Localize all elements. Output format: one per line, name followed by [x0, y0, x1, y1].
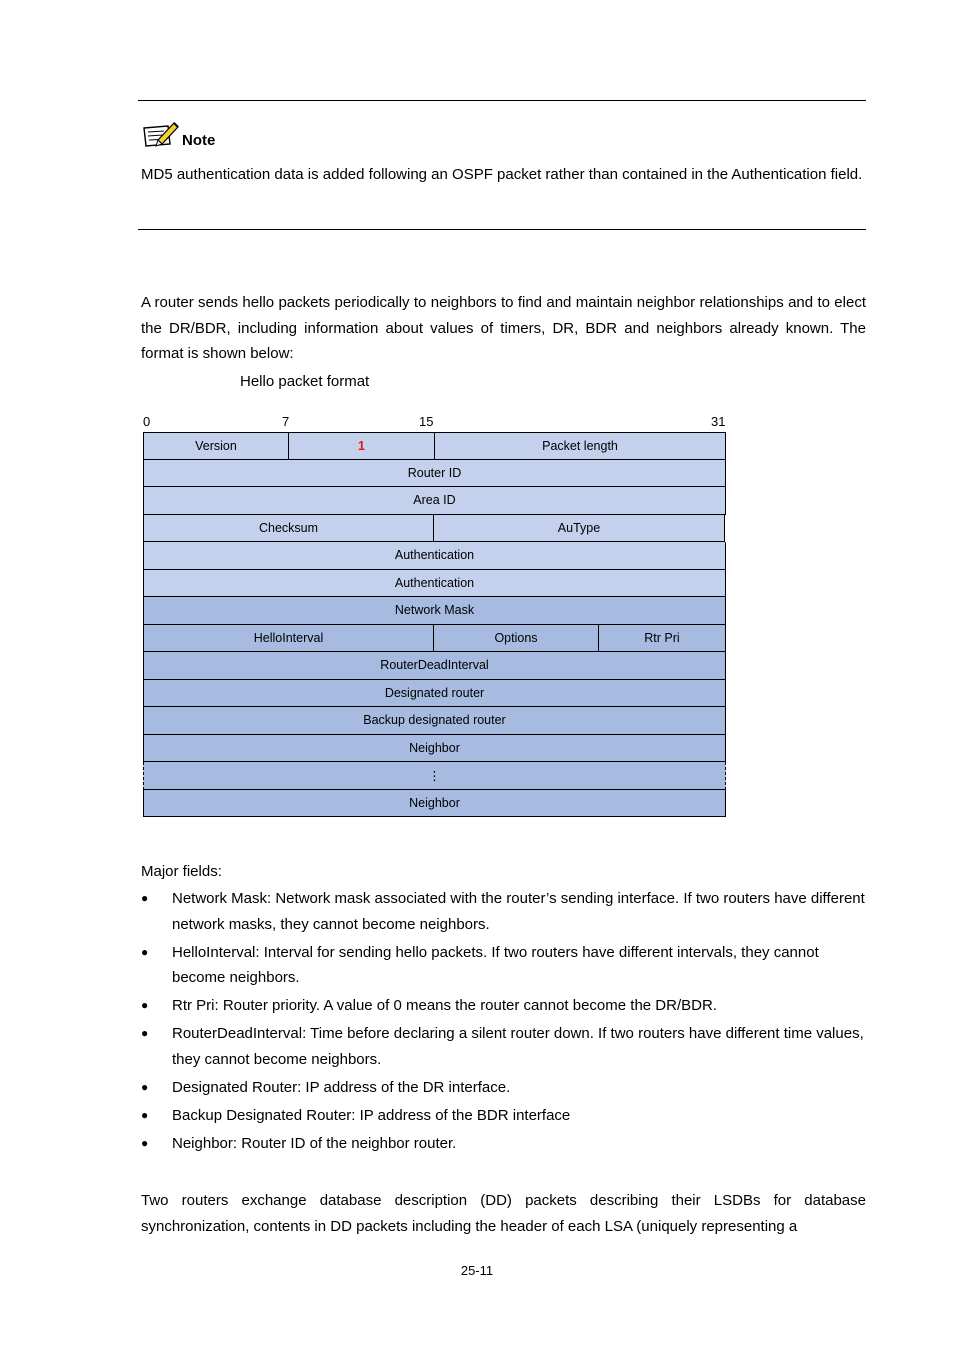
- bit-label: 0: [143, 414, 151, 429]
- packet-field: [143, 542, 726, 570]
- dd-paragraph: Two routers exchange database description (DD) packets describing their LSDBs for database synchronization, contents in DD packets including the header of each LSA (uniquely representing a: [141, 1192, 866, 1235]
- note-title: Note: [182, 132, 216, 149]
- packet-field-label: Checksum: [258, 520, 319, 535]
- packet-field-label: ⋮: [428, 768, 441, 783]
- packet-field: [143, 570, 726, 598]
- fields-list: [141, 886, 866, 1159]
- packet-field: [435, 432, 726, 460]
- intro-paragraph: A router sends hello packets periodically to neighbors to find and maintain neighbor relationships and to elect the DR/BDR, including information about values of timers, DR, BDR and neighbors already known. The format is shown below:: [141, 294, 866, 362]
- field-description: Neighbor: Router ID of the neighbor router.: [172, 1134, 457, 1152]
- note-top-rule: [138, 100, 866, 101]
- packet-field-label: AuType: [557, 520, 601, 535]
- packet-row: [143, 707, 726, 735]
- packet-field: [143, 680, 726, 708]
- packet-field: [143, 762, 726, 790]
- packet-field-label: Backup designated router: [363, 713, 506, 728]
- bullet-icon: ●: [141, 944, 149, 959]
- packet-field: [143, 625, 434, 653]
- packet-field-label: Authentication: [394, 548, 475, 563]
- packet-row: [143, 735, 726, 763]
- note-bottom-rule: [138, 229, 866, 230]
- packet-row: [143, 432, 726, 460]
- bullet-icon: ●: [141, 1026, 149, 1040]
- packet-field: [599, 625, 726, 653]
- hello-packet-diagram: [143, 432, 726, 817]
- packet-field: [289, 432, 435, 460]
- packet-field: [143, 515, 434, 543]
- packet-field: [143, 735, 726, 763]
- packet-field: [143, 707, 726, 735]
- packet-field-label: Authentication: [394, 575, 475, 590]
- packet-field: [143, 652, 726, 680]
- bullet-icon: ●: [141, 1079, 149, 1094]
- fields-heading: Major fields:: [141, 863, 222, 880]
- field-list-item: [141, 1075, 866, 1101]
- packet-row: [143, 597, 726, 625]
- packet-row: [143, 515, 726, 543]
- field-description: Rtr Pri: Router priority. A value of 0 means the router cannot become the DR/BDR.: [172, 997, 717, 1014]
- packet-field-label: Neighbor: [409, 795, 460, 810]
- field-list-item: [141, 886, 866, 937]
- note-pencil-icon: [142, 120, 180, 150]
- bullet-icon: ●: [141, 1107, 149, 1122]
- packet-field-label: Network Mask: [394, 603, 475, 618]
- field-list-item: [141, 1103, 866, 1129]
- packet-row: [143, 762, 726, 790]
- packet-field-label: Neighbor: [409, 740, 460, 755]
- field-list-item: [141, 1131, 866, 1157]
- packet-row: [143, 487, 726, 515]
- packet-field: [143, 597, 726, 625]
- packet-field-label: Options: [494, 630, 538, 645]
- packet-row: [143, 680, 726, 708]
- packet-row: [143, 790, 726, 818]
- field-list-item: [141, 940, 866, 991]
- packet-field-label: Version: [195, 438, 237, 453]
- packet-field-label: Area ID: [413, 493, 456, 508]
- bullet-icon: ●: [141, 891, 149, 905]
- note-body: MD5 authentication data is added following an OSPF packet rather than contained in the Authentication field.: [141, 166, 863, 183]
- packet-row: [143, 652, 726, 680]
- packet-field-label: 1: [358, 438, 365, 453]
- packet-field-label: Router ID: [407, 465, 462, 480]
- packet-field-label: HelloInterval: [253, 630, 324, 645]
- packet-field: [434, 515, 725, 543]
- field-description: Backup Designated Router: IP address of the BDR interface: [172, 1106, 571, 1124]
- bit-label: 15: [419, 414, 434, 429]
- packet-field-label: RouterDeadInterval: [380, 658, 489, 673]
- figure-caption: Hello packet format: [240, 373, 370, 390]
- field-description: RouterDeadInterval: Time before declaring a silent router down. If two routers have different time values, they cannot become neighbors.: [172, 1025, 864, 1068]
- packet-field-label: Packet length: [542, 438, 618, 453]
- packet-row: [143, 460, 726, 488]
- packet-field-label: Designated router: [384, 685, 485, 700]
- bullet-icon: ●: [141, 1135, 149, 1150]
- packet-field: [143, 487, 726, 515]
- packet-field: [143, 460, 726, 488]
- packet-field: [434, 625, 599, 653]
- bit-label: 31: [711, 414, 726, 429]
- bit-label: 7: [282, 414, 290, 429]
- field-description: Designated Router: IP address of the DR interface.: [172, 1078, 511, 1096]
- packet-row: [143, 625, 726, 653]
- field-description: HelloInterval: Interval for sending hello packets. If two routers have different intervals, they cannot become neighbors.: [172, 943, 819, 986]
- field-description: Network Mask: Network mask associated with the router’s sending interface. If two routers have different network masks, they cannot become neighbors.: [172, 890, 865, 933]
- packet-field: [143, 790, 726, 818]
- bullet-icon: ●: [141, 998, 149, 1012]
- packet-row: [143, 570, 726, 598]
- packet-field: [143, 432, 289, 460]
- packet-field-label: Rtr Pri: [644, 630, 680, 645]
- packet-row: [143, 542, 726, 570]
- field-list-item: [141, 1021, 866, 1072]
- page-number: 25-11: [460, 1263, 494, 1278]
- field-list-item: [141, 993, 866, 1019]
